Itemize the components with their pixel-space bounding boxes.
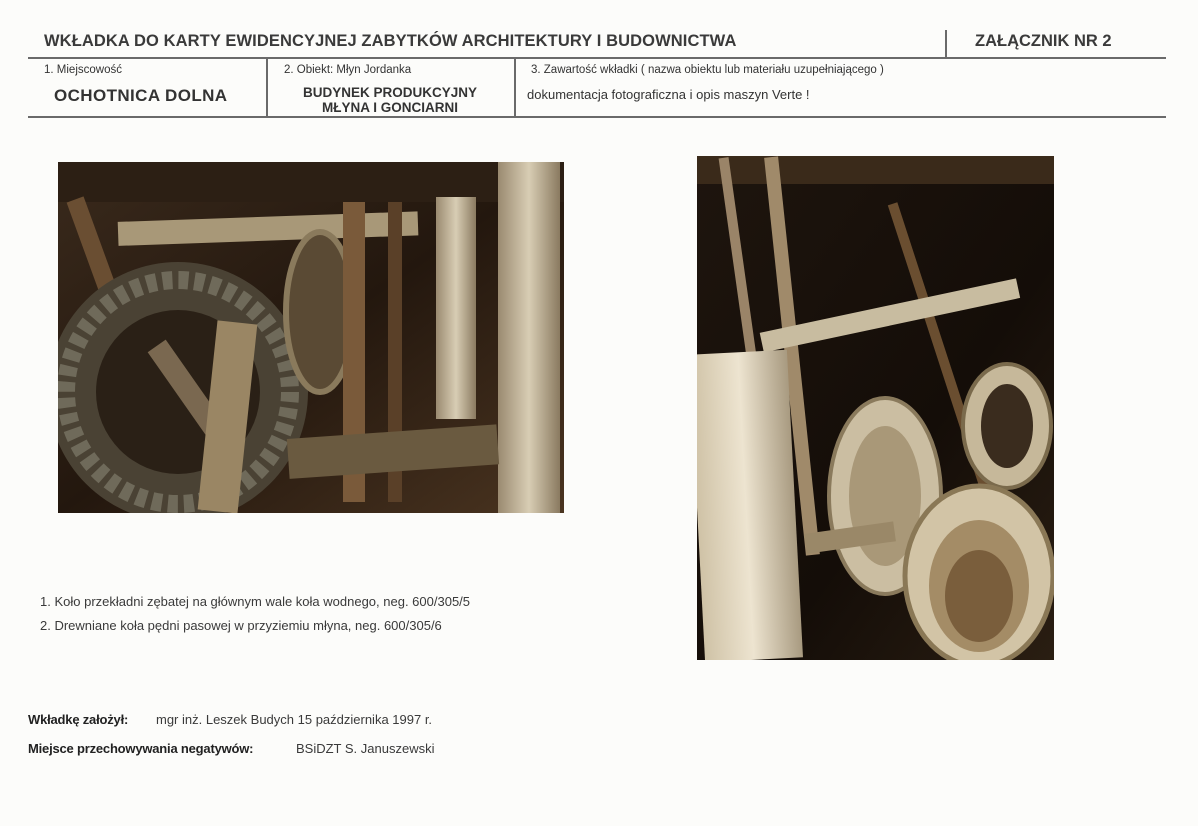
- header-rule-top: [28, 57, 1166, 59]
- founder-value: mgr inż. Leszek Budych 15 października 1997 r.: [156, 712, 433, 727]
- photo-belt-wheels: [697, 156, 1054, 660]
- field-divider-2: [514, 58, 516, 117]
- photo-gear-wheel: [58, 162, 564, 513]
- place-value: OCHOTNICA DOLNA: [54, 86, 228, 105]
- content-value: dokumentacja fotograficzna i opis maszyn Verte !: [527, 87, 810, 102]
- founder-label: Wkładkę założył:: [28, 712, 129, 727]
- annex-number: ZAŁĄCZNIK NR 2: [975, 32, 1112, 50]
- object-value-line1: BUDYNEK PRODUKCYJNY: [302, 85, 478, 100]
- document-title: WKŁADKA DO KARTY EWIDENCYJNEJ ZABYTKÓW ARCHITEKTURY I BUDOWNICTWA: [44, 32, 737, 50]
- content-label: 3. Zawartość wkładki ( nazwa obiektu lub materiału uzupełniającego ): [531, 64, 884, 76]
- header-divider: [945, 30, 947, 58]
- header-rule-bottom: [28, 116, 1166, 118]
- caption-photo-2: 2. Drewniane koła pędni pasowej w przyziemiu młyna, neg. 600/305/6: [40, 618, 442, 633]
- object-value-line2: MŁYNA I GONCIARNI: [322, 100, 458, 115]
- object-value: [268, 85, 512, 115]
- place-label: 1. Miejscowość: [44, 64, 122, 76]
- object-label: 2. Obiekt: Młyn Jordanka: [284, 64, 412, 76]
- storage-value: BSiDZT S. Januszewski: [296, 741, 435, 756]
- storage-label: Miejsce przechowywania negatywów:: [28, 741, 254, 756]
- caption-photo-1: 1. Koło przekładni zębatej na głównym wale koła wodnego, neg. 600/305/5: [40, 594, 471, 609]
